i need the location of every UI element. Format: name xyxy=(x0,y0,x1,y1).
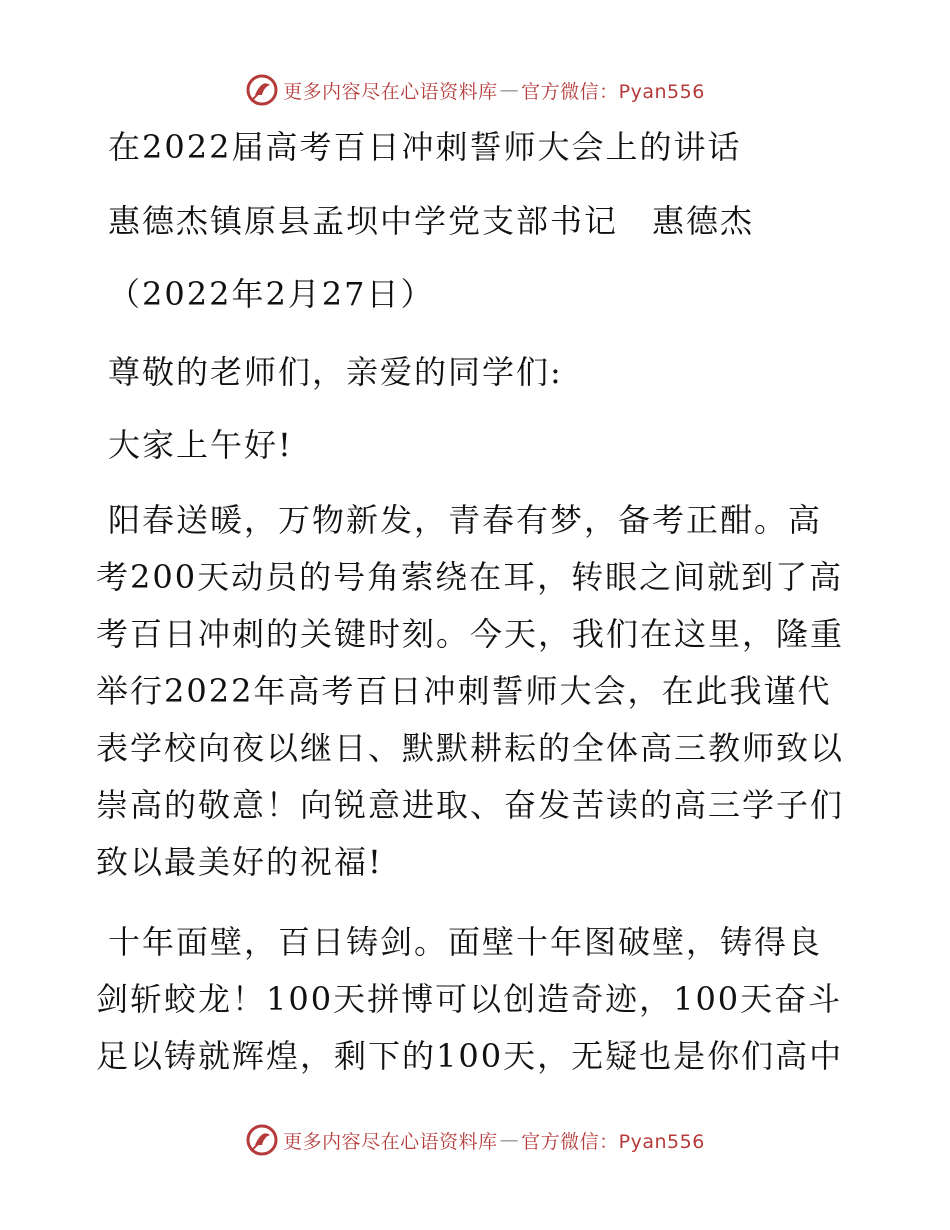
paragraph1-line: 崇高的敬意！向锐意进取、奋发苦读的高三学子们 xyxy=(96,786,845,824)
watermark-text: 更多内容尽在心语资料库 xyxy=(283,1130,498,1153)
date-line: （2022年2月27日） xyxy=(108,275,435,313)
watermark-header xyxy=(0,70,950,110)
paragraph2-line: 十年面壁，百日铸剑。面壁十年图破壁，铸得良 xyxy=(108,923,823,961)
paragraph2-line: 剑斩蛟龙！100天拼博可以创造奇迹，100天奋斗 xyxy=(96,980,843,1018)
watermark-suffix: 官方微信：Pyan556 xyxy=(521,1130,705,1153)
watermark-suffix: 官方微信：Pyan556 xyxy=(521,80,705,103)
watermark-footer xyxy=(0,1120,950,1160)
hello-line: 大家上午好! xyxy=(108,426,293,464)
paragraph1-line: 表学校向夜以继日、默默耕耘的全体高三教师致以 xyxy=(96,729,845,767)
watermark-separator: — xyxy=(499,79,520,101)
watermark-text: 更多内容尽在心语资料库 xyxy=(283,80,498,103)
author-line: 惠德杰镇原县孟坝中学党支部书记 惠德杰 xyxy=(108,202,755,240)
paragraph1-line: 考百日冲刺的关键时刻。今天，我们在这里，隆重 xyxy=(96,615,845,653)
logo-icon xyxy=(245,73,279,107)
watermark-separator: — xyxy=(499,1129,520,1151)
paragraph1-line: 阳春送暖，万物新发，青春有梦，备考正酣。高 xyxy=(108,501,823,539)
paragraph1-line: 致以最美好的祝福! xyxy=(96,843,383,881)
document-title: 在2022届高考百日冲刺誓师大会上的讲话 xyxy=(108,128,742,166)
paragraph1-line: 考200天动员的号角萦绕在耳，转眼之间就到了高 xyxy=(96,558,844,596)
logo-icon xyxy=(245,1123,279,1157)
paragraph1-line: 举行2022年高考百日冲刺誓师大会，在此我谨代 xyxy=(96,672,832,710)
greeting-line: 尊敬的老师们，亲爱的同学们: xyxy=(108,353,563,391)
paragraph2-line: 足以铸就辉煌，剩下的100天，无疑也是你们高中 xyxy=(96,1037,844,1075)
